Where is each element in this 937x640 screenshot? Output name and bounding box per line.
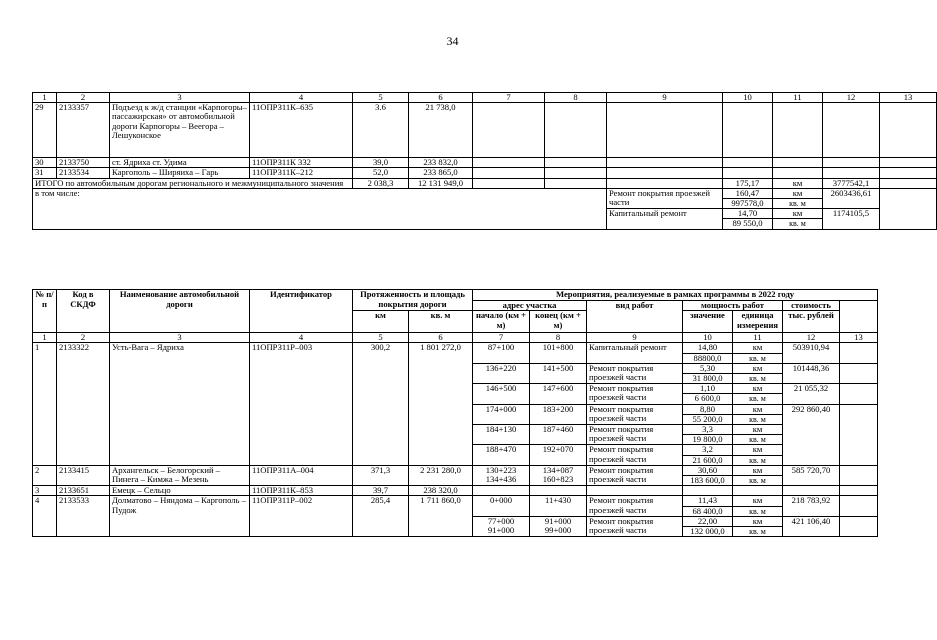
header-row — [33, 290, 878, 301]
header-row: км кв. м начало (км + м) конец (км + м) значение единица измерения тыс. рублей — [33, 311, 878, 333]
header-id: Идентификатор — [250, 290, 353, 333]
including-row: в том числе: Ремонт покрытия проезжей части 160,47 км 2603436,61 — [33, 188, 937, 198]
table-row: 174+000 183+200 Ремонт покрытия проезжей части 8,80 км 292 860,40 — [33, 404, 878, 414]
header-length: Протяженность и площадь покрытия дороги — [353, 290, 473, 311]
table-row: 146+500 147+600 Ремонт покрытия проезжей части 1,10 км 21 055,32 — [33, 384, 878, 394]
table-row: 29 2133357 Подъезд к ж/д станции «Карпогоры–пассажирская» от автомобильной дороги Карпогоры – Веегора – Лешуконское 11ОПРЗ11К–635 3.6 21 738,0 — [33, 103, 937, 158]
total-row: ИТОГО по автомобильным дорогам регионального и межмуниципального значения 2 038,3 12 131 949,0 175,17 км 3777542,1 — [33, 178, 937, 188]
page-number: 34 — [446, 34, 459, 48]
table-row: 188+470 192+070 Ремонт покрытия проезжей части 3,2 км — [33, 445, 878, 455]
header-n: № п/п — [33, 290, 57, 333]
including-row: Капитальный ремонт 14,70 км 1174105,5 — [33, 209, 937, 219]
header-row: адрес участка вид работ мощность работ стоимость — [33, 300, 878, 311]
table-row: 1 2133322 Усть-Вага – Ядриха 11ОПРЗ11Р–003 300,2 1 801 272,0 87+100 101+800 Капитальный ремонт 14,80 км 503910,94 — [33, 343, 878, 353]
column-numbers-row: 1 2 3 4 5 6 7 8 9 10 11 12 13 — [33, 333, 878, 343]
table-row: 3 2133651 Емецк – Сельцо 11ОПРЗ11К–853 39,7 238 320,0 — [33, 486, 878, 496]
table-2022-program: № п/п Код в СКДФ Наименование автомобильной дороги Идентификатор Протяженность и площадь покрытия дороги Мероприятия, реализуемые в рамках программы в 2022 году адрес участка вид работ мощность работ стоимость км кв. м начало (км + м) конец (км + м) значение единица измерения тыс. рублей 1 2 3 4 5 6 7 8 9 10 11 12 13 1 2133322 Усть-Вага – Ядриха 11ОПРЗ11Р–003 300,2 1 801 272,0 87+100 101+800 Капитальный ремонт 14,80 км 503910,94 88800,0 кв. м 136+220 141+500 Ремонт покрытия проезжей части 5,30 км 101448,36 31 800,0 кв. м 146+500 147+600 Ремонт покрытия проезжей части 1,10 км 21 055,32 6 600,0 кв. м 174+000 183+200 Ремонт покрытия проезжей части 8,80 км 292 860,40 55 200,0 кв. м 184+130 187+460 Ремонт покрытия проезжей части 3,3 км 19 800,0 кв. м 188+470 192+070 Ремонт покрытия проезжей части 3,2 км 21 600,0 кв. м 2 2133415 Архангельск – Белогорский – Пинега – Кимжа – Мезень 11ОПРЗ11А–004 371,3 2 231 280,0 130+223 134+436 134+087 160+823 Ремонт покрытия проезжей части 30,60 км 585 720,70 183 600,0 кв. м 3 2133651 Емецк – Сельцо 11ОПРЗ11К–853 39,7 238 320,0 4 2133533 Долматово – Няндома – Каргополь – Пудож 11ОПРЗ11Р–002 285,4 1 711 860,0 0+000 11+430 Ремонт покрытия проезжей части 11,43 км 218 783,92 68 400,0 кв. м 77+000 91+000 91+000 99+000 Ремонт покрытия проезжей части 22,00 км 421 106,40 132 000,0 кв. м — [32, 289, 878, 537]
header-name: Наименование автомобильной дороги — [110, 290, 250, 333]
table-row: 4 2133533 Долматово – Няндома – Каргополь – Пудож 11ОПРЗ11Р–002 285,4 1 711 860,0 0+000 11+430 Ремонт покрытия проезжей части 11,43 км 218 783,92 — [33, 496, 878, 506]
table-row: 184+130 187+460 Ремонт покрытия проезжей части 3,3 км — [33, 425, 878, 435]
table-row: 31 2133534 Каргополь – Ширяиха – Гарь 11ОПРЗ11К–212 52,0 233 865,0 — [33, 168, 937, 178]
table-row: 2 2133415 Архангельск – Белогорский – Пинега – Кимжа – Мезень 11ОПРЗ11А–004 371,3 2 231 280,0 130+223 134+436 134+087 160+823 Ремонт покрытия проезжей части 30,60 км 585 720,70 — [33, 465, 878, 475]
including-row: 89 550,0 кв. м — [33, 219, 937, 229]
header-code: Код в СКДФ — [57, 290, 110, 333]
table-row: 77+000 91+000 91+000 99+000 Ремонт покрытия проезжей части 22,00 км 421 106,40 — [33, 516, 878, 526]
column-numbers-row: 1 2 3 4 5 6 7 8 9 10 11 12 13 — [33, 93, 937, 103]
header-events: Мероприятия, реализуемые в рамках программы в 2022 году — [473, 290, 878, 301]
table-continuation — [32, 92, 937, 230]
table-row: 136+220 141+500 Ремонт покрытия проезжей части 5,30 км 101448,36 — [33, 363, 878, 373]
including-row: 997578,0 кв. м — [33, 199, 937, 209]
table-row: 30 2133750 ст. Ядриха ст. Удима 11ОПРЗ11К 332 39,0 233 832,0 — [33, 158, 937, 168]
